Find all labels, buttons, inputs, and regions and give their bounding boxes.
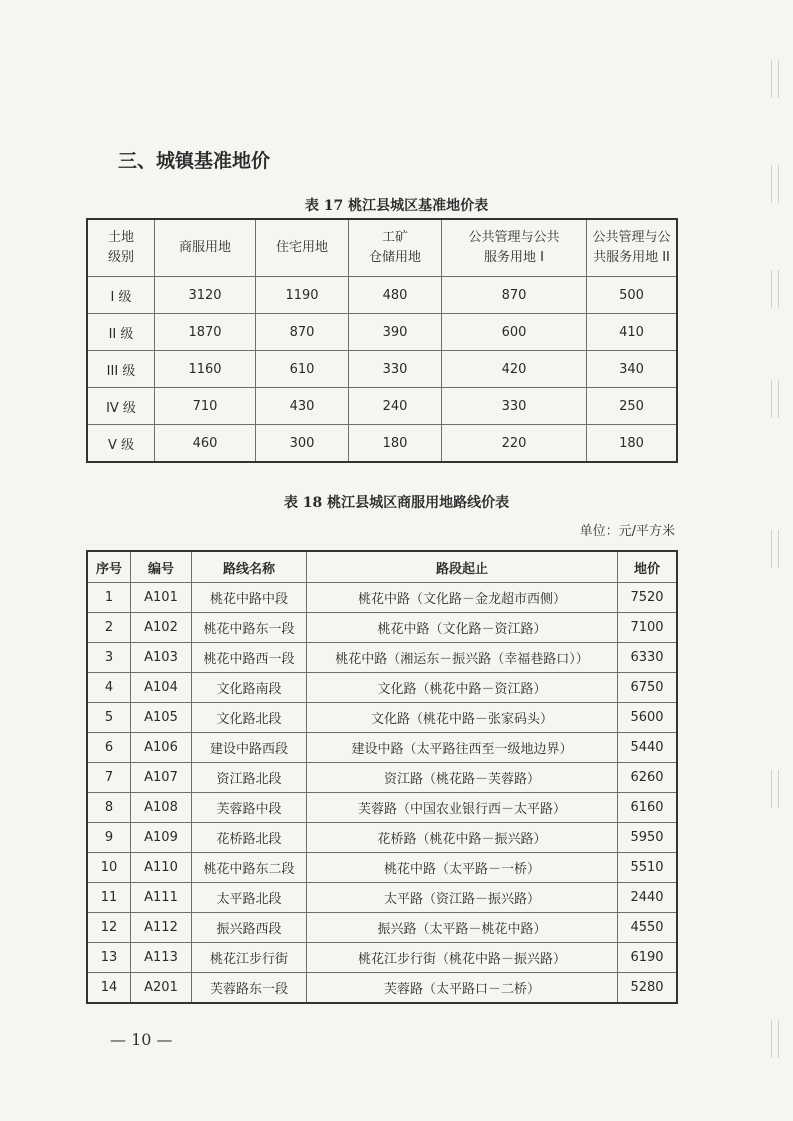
table-cell: 5280 (618, 973, 678, 1004)
table-cell: A108 (131, 793, 192, 823)
table-row (87, 913, 677, 943)
page-number: — 10 — (110, 1030, 173, 1049)
table-cell: 430 (256, 388, 349, 425)
table-cell: V 级 (87, 425, 155, 463)
table18-header-row (87, 551, 677, 583)
table-cell: 建设中路（太平路往西至一级地边界） (307, 733, 618, 763)
scan-edge-mark (771, 270, 779, 308)
table-cell: 480 (349, 277, 442, 314)
table-cell: 桃花中路（文化路－金龙超市西侧） (307, 583, 618, 613)
table-cell: 振兴路西段 (192, 913, 307, 943)
table17-header-cell: 公共管理与公共 服务用地 I (442, 219, 587, 277)
table-cell: 6330 (618, 643, 678, 673)
table-cell: 330 (349, 351, 442, 388)
table-row (87, 425, 677, 463)
table18-header-cell: 地价 (618, 551, 678, 583)
table18-title: 表 18 桃江县城区商服用地路线价表 (283, 495, 510, 511)
table17-title: 表 17 桃江县城区基准地价表 (304, 198, 489, 214)
table-cell: 300 (256, 425, 349, 463)
table-cell: 12 (87, 913, 131, 943)
section-heading: 三、城镇基准地价 (118, 150, 271, 172)
table-cell: 5510 (618, 853, 678, 883)
table-cell: 桃花中路东二段 (192, 853, 307, 883)
table-cell: IV 级 (87, 388, 155, 425)
table-cell: A110 (131, 853, 192, 883)
table-cell: 460 (155, 425, 256, 463)
table-row (87, 703, 677, 733)
table-cell: 870 (256, 314, 349, 351)
table-cell: A101 (131, 583, 192, 613)
table-cell: 芙蓉路（中国农业银行西－太平路） (307, 793, 618, 823)
table17-header-cell: 土地 级别 (87, 219, 155, 277)
table-row (87, 314, 677, 351)
table-cell: 180 (587, 425, 678, 463)
table-cell: I 级 (87, 277, 155, 314)
table-cell: 桃花中路（文化路－资江路） (307, 613, 618, 643)
table-cell: 花桥路北段 (192, 823, 307, 853)
table-cell: 6750 (618, 673, 678, 703)
table17-header-row (87, 219, 677, 277)
table-cell: 振兴路（太平路－桃花中路） (307, 913, 618, 943)
table-row (87, 673, 677, 703)
table-cell: 10 (87, 853, 131, 883)
table-row (87, 883, 677, 913)
table-cell: 芙蓉路东一段 (192, 973, 307, 1004)
table-cell: 1190 (256, 277, 349, 314)
table-cell: 7 (87, 763, 131, 793)
table-cell: 1870 (155, 314, 256, 351)
table-cell: 1 (87, 583, 131, 613)
table-cell: 文化路北段 (192, 703, 307, 733)
table-cell: 420 (442, 351, 587, 388)
table-cell: 桃花江步行街（桃花中路－振兴路） (307, 943, 618, 973)
table-cell: 桃花中路（太平路－一桥） (307, 853, 618, 883)
table-cell: 250 (587, 388, 678, 425)
table-cell: 4550 (618, 913, 678, 943)
table18-header-cell: 编号 (131, 551, 192, 583)
table-cell: 花桥路（桃花中路－振兴路） (307, 823, 618, 853)
table17-header-cell: 住宅用地 (256, 219, 349, 277)
scan-edge-mark (771, 60, 779, 98)
table-cell: 390 (349, 314, 442, 351)
table-cell: 5950 (618, 823, 678, 853)
table-row (87, 823, 677, 853)
scan-edge-mark (771, 530, 779, 568)
table-cell: 180 (349, 425, 442, 463)
table-cell: 500 (587, 277, 678, 314)
table-cell: 330 (442, 388, 587, 425)
table-cell: 3 (87, 643, 131, 673)
table-cell: 2 (87, 613, 131, 643)
table-row (87, 793, 677, 823)
table-row (87, 643, 677, 673)
table-cell: A104 (131, 673, 192, 703)
scan-edge-mark (771, 770, 779, 808)
table-cell: 5 (87, 703, 131, 733)
table-cell: 文化路（桃花中路－张家码头） (307, 703, 618, 733)
table-cell: 太平路（资江路－振兴路） (307, 883, 618, 913)
table-cell: 建设中路西段 (192, 733, 307, 763)
table-row (87, 973, 677, 1004)
table-cell: 2440 (618, 883, 678, 913)
table18-header-cell: 序号 (87, 551, 131, 583)
table18-header-cell: 路段起止 (307, 551, 618, 583)
table-cell: 6260 (618, 763, 678, 793)
table-cell: 240 (349, 388, 442, 425)
scan-edge-mark (771, 1020, 779, 1058)
table-cell: A111 (131, 883, 192, 913)
table-cell: 8 (87, 793, 131, 823)
road-price-table (86, 550, 678, 1004)
scan-edge-mark (771, 380, 779, 418)
table-cell: 文化路南段 (192, 673, 307, 703)
table-cell: 220 (442, 425, 587, 463)
table-cell: II 级 (87, 314, 155, 351)
table-row (87, 943, 677, 973)
table-cell: A201 (131, 973, 192, 1004)
table-cell: 5440 (618, 733, 678, 763)
table-cell: 4 (87, 673, 131, 703)
table-cell: A112 (131, 913, 192, 943)
table-cell: 340 (587, 351, 678, 388)
table-cell: 14 (87, 973, 131, 1004)
table-cell: 文化路（桃花中路－资江路） (307, 673, 618, 703)
table-cell: A103 (131, 643, 192, 673)
table-cell: 桃花中路（湘运东－振兴路（幸福巷路口）） (307, 643, 618, 673)
table-cell: 6 (87, 733, 131, 763)
table-row (87, 351, 677, 388)
table-cell: 7100 (618, 613, 678, 643)
table-cell: 资江路（桃花路－芙蓉路） (307, 763, 618, 793)
table-cell: 芙蓉路（太平路口－二桥） (307, 973, 618, 1004)
unit-note: 单位：元/平方米 (579, 524, 675, 539)
table-cell: 太平路北段 (192, 883, 307, 913)
table-cell: 桃花中路中段 (192, 583, 307, 613)
table-cell: 7520 (618, 583, 678, 613)
table-cell: 资江路北段 (192, 763, 307, 793)
table-cell: A102 (131, 613, 192, 643)
table-row (87, 388, 677, 425)
table-row (87, 277, 677, 314)
table-row (87, 733, 677, 763)
table-cell: 桃花中路西一段 (192, 643, 307, 673)
table-cell: A105 (131, 703, 192, 733)
table-cell: III 级 (87, 351, 155, 388)
table17-header-cell: 工矿 仓储用地 (349, 219, 442, 277)
table-cell: 桃花中路东一段 (192, 613, 307, 643)
base-land-price-table (86, 218, 678, 463)
table-cell: 11 (87, 883, 131, 913)
table-cell: 5600 (618, 703, 678, 733)
table-cell: 13 (87, 943, 131, 973)
table-cell: 410 (587, 314, 678, 351)
table-row (87, 763, 677, 793)
table-cell: 610 (256, 351, 349, 388)
table-cell: 6160 (618, 793, 678, 823)
table-cell: 9 (87, 823, 131, 853)
table-cell: 600 (442, 314, 587, 351)
table-cell: 3120 (155, 277, 256, 314)
table-cell: A109 (131, 823, 192, 853)
table-row (87, 613, 677, 643)
table-row (87, 583, 677, 613)
table18-header-cell: 路线名称 (192, 551, 307, 583)
table-cell: 芙蓉路中段 (192, 793, 307, 823)
table17-header-cell: 商服用地 (155, 219, 256, 277)
table-cell: A106 (131, 733, 192, 763)
table-cell: 6190 (618, 943, 678, 973)
table-cell: 710 (155, 388, 256, 425)
table-cell: 桃花江步行街 (192, 943, 307, 973)
table-row (87, 853, 677, 883)
table-cell: A107 (131, 763, 192, 793)
table-cell: 1160 (155, 351, 256, 388)
table17-header-cell: 公共管理与公 共服务用地 II (587, 219, 678, 277)
table-cell: A113 (131, 943, 192, 973)
table-cell: 870 (442, 277, 587, 314)
